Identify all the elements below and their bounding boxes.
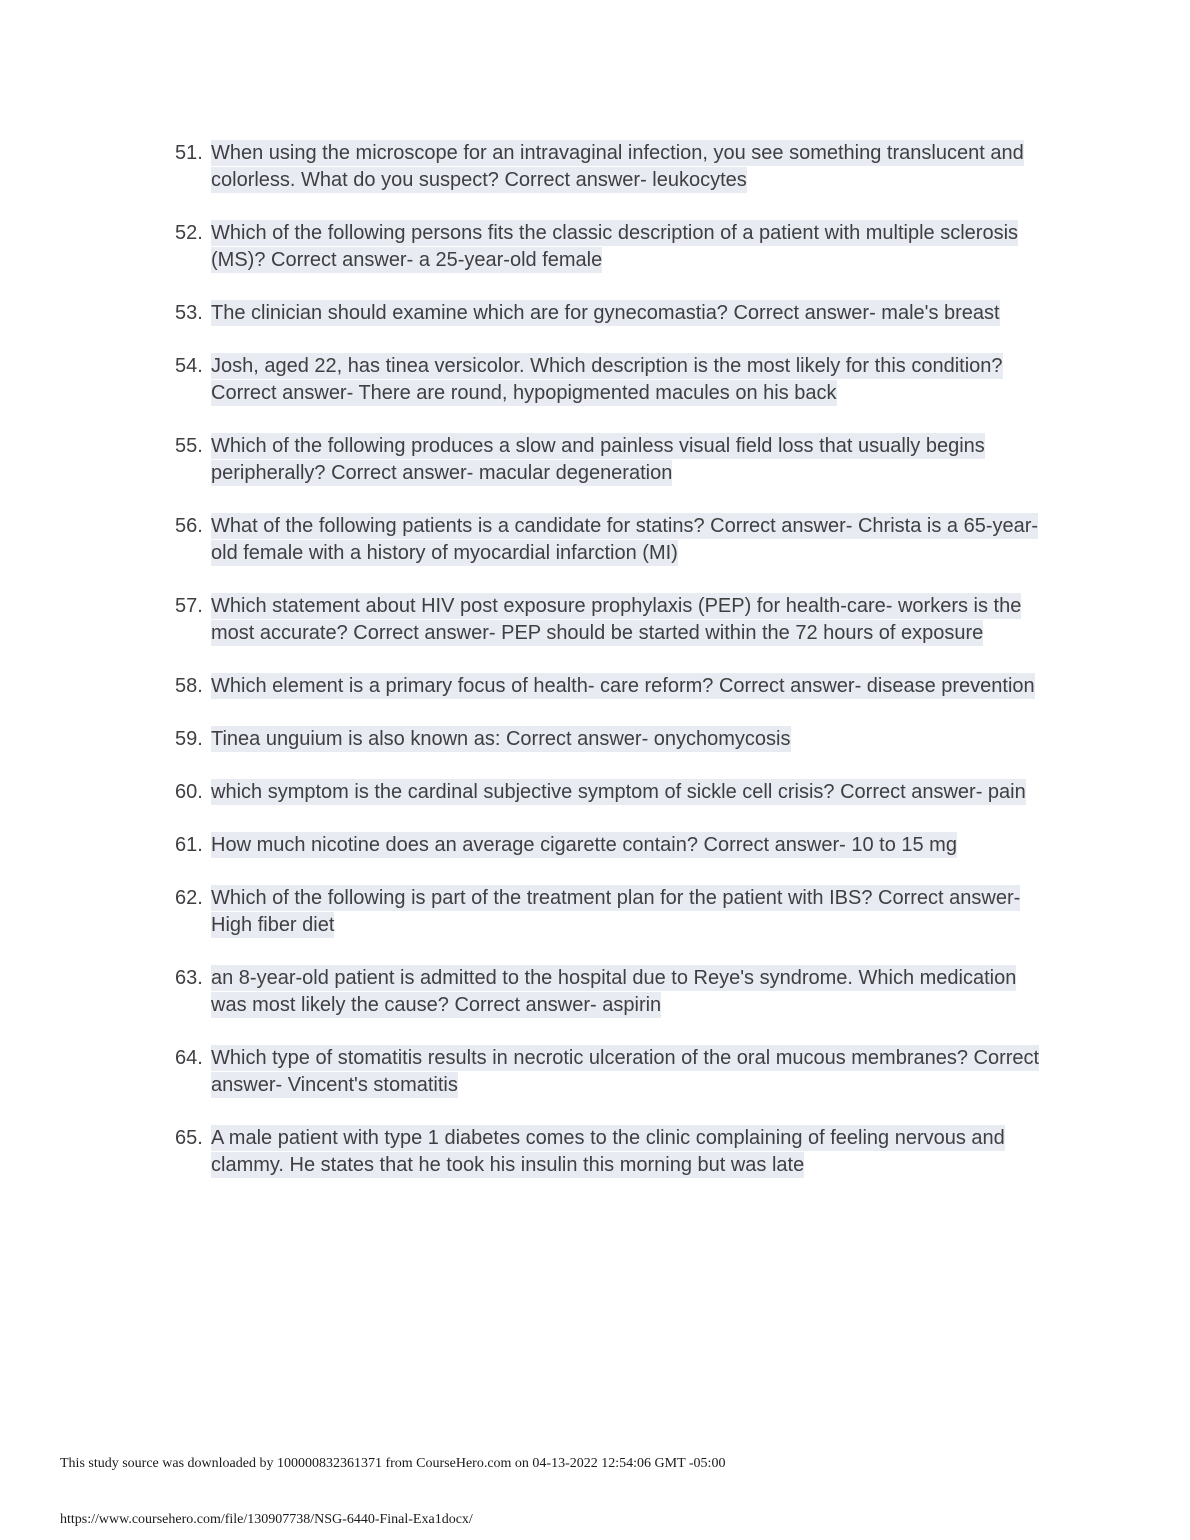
question-list [175,140,1050,1179]
question-highlighted-text: Which of the following is part of the treatment plan for the patient with IBS? Correct answer- High fiber diet [211,887,1021,936]
question-highlighted-text: Which of the following produces a slow and painless visual field loss that usually begins peripherally? Correct answer- macular degeneration [211,435,985,484]
question-highlighted-text: Which element is a primary focus of health- care reform? Correct answer- disease prevention [211,675,1035,697]
question-item [175,965,1050,1019]
question-item [175,433,1050,487]
question-text [211,726,1043,753]
question-highlighted-text: Tinea unguium is also known as: Correct answer- onychomycosis [211,728,791,750]
question-highlighted-text: an 8-year-old patient is admitted to the hospital due to Reye's syndrome. Which medication was most likely the cause? Correct answer- aspirin [211,967,1017,1016]
question-text [211,433,1043,487]
question-text [211,779,1043,806]
question-number: 64. [175,1047,203,1069]
question-item [175,673,1050,700]
question-number: 61. [175,834,203,856]
question-number: 53. [175,302,203,324]
question-item [175,300,1050,327]
footer-attribution: This study source was downloaded by 100000832361371 from CourseHero.com on 04-13-2022 12:54:06 GMT -05:00 [60,1456,726,1471]
question-highlighted-text: which symptom is the cardinal subjective symptom of sickle cell crisis? Correct answer- pain [211,781,1026,803]
question-text [211,832,1043,859]
question-text [211,140,1043,194]
question-number: 65. [175,1127,203,1149]
question-number: 54. [175,355,203,377]
question-text [211,220,1043,274]
question-text [211,673,1043,700]
question-number: 60. [175,781,203,803]
question-text [211,593,1043,647]
question-item [175,1125,1050,1179]
question-item [175,832,1050,859]
question-number: 55. [175,435,203,457]
question-text [211,885,1043,939]
question-item [175,1045,1050,1099]
question-number: 52. [175,222,203,244]
question-highlighted-text: When using the microscope for an intravaginal infection, you see something translucent and colorless. What do you suspect? Correct answer- leukocytes [211,142,1024,191]
question-number: 59. [175,728,203,750]
question-item [175,885,1050,939]
question-text [211,513,1043,567]
question-text [211,1045,1043,1099]
question-highlighted-text: The clinician should examine which are for gynecomastia? Correct answer- male's breast [211,302,1000,324]
question-text [211,1125,1043,1179]
question-number: 56. [175,515,203,537]
document-content [175,140,1050,1205]
question-item [175,220,1050,274]
question-highlighted-text: What of the following patients is a candidate for statins? Correct answer- Christa is a 65-year-old female with a history of myocardial infarction (MI) [211,515,1039,564]
question-number: 58. [175,675,203,697]
footer-source-url[interactable]: https://www.coursehero.com/file/130907738/NSG-6440-Final-Exa1docx/ [60,1512,473,1527]
question-text [211,965,1043,1019]
question-highlighted-text: Which of the following persons fits the classic description of a patient with multiple sclerosis (MS)? Correct answer- a 25-year-old female [211,222,1019,271]
question-highlighted-text: Josh, aged 22, has tinea versicolor. Which description is the most likely for this condition? Correct answer- There are round, hypopigmented macules on his back [211,355,1003,404]
question-number: 51. [175,142,203,164]
question-text [211,300,1043,327]
question-item [175,593,1050,647]
question-item [175,140,1050,194]
question-item [175,779,1050,806]
question-item [175,726,1050,753]
question-item [175,513,1050,567]
question-item [175,353,1050,407]
question-highlighted-text: How much nicotine does an average cigarette contain? Correct answer- 10 to 15 mg [211,834,957,856]
question-number: 63. [175,967,203,989]
question-highlighted-text: Which statement about HIV post exposure prophylaxis (PEP) for health-care- workers is the most accurate? Correct answer- PEP should be started within the 72 hours of exposure [211,595,1022,644]
question-number: 62. [175,887,203,909]
question-highlighted-text: Which type of stomatitis results in necrotic ulceration of the oral mucous membranes? Correct answer- Vincent's stomatitis [211,1047,1040,1096]
question-number: 57. [175,595,203,617]
question-text [211,353,1043,407]
question-highlighted-text: A male patient with type 1 diabetes comes to the clinic complaining of feeling nervous and clammy. He states that he took his insulin this morning but was late [211,1127,1005,1176]
